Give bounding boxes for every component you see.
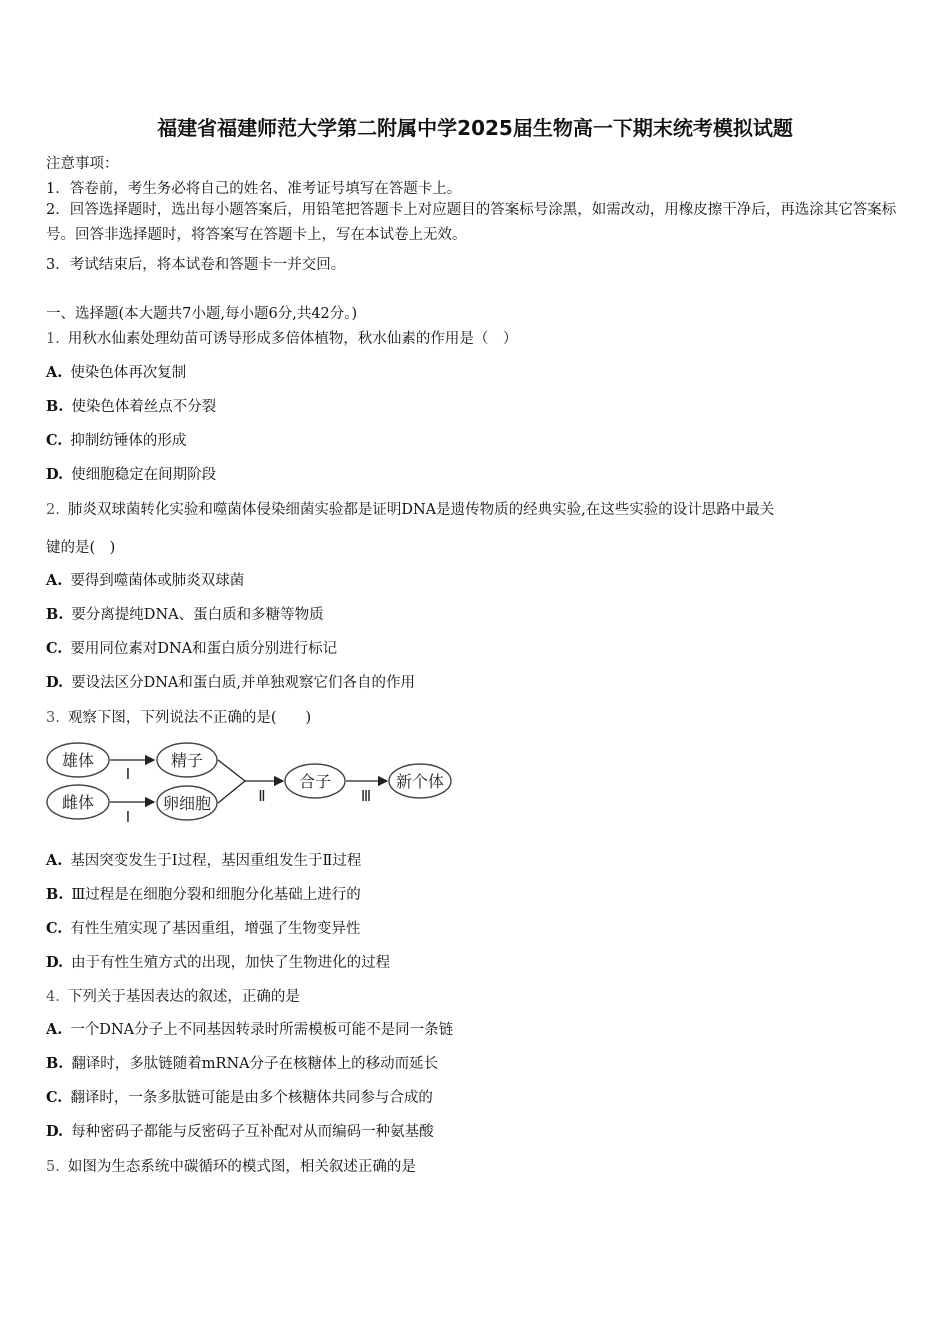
question-1 (46, 327, 517, 348)
option (46, 671, 415, 692)
notice-item: 2．回答选择题时，选出每小题答案后，用铅笔把答题卡上对应题目的答案标号涂黑，如需改动，用橡皮擦干净后，再选涂其它答案标号。回答非选择题时，将答案写在答题卡上，写在本试卷上无效。 (46, 202, 897, 243)
sperm-label: 精子 (170, 751, 204, 770)
option (46, 395, 216, 416)
option (46, 361, 186, 382)
page-title: 福建省福建师范大学第二附属中学2025届生物高一下期末统考模拟试题 (157, 116, 793, 140)
zygote-label: 合子 (298, 772, 332, 791)
option-key: A. (46, 1021, 63, 1038)
notice-item: 3．考试结束后，将本试卷和答题卡一并交回。 (46, 257, 346, 273)
option (46, 1052, 438, 1073)
option (46, 637, 337, 658)
question-number: 3. (46, 710, 60, 726)
option (46, 1120, 434, 1141)
option-text: 使染色体再次复制 (70, 365, 187, 381)
option (46, 1018, 453, 1039)
option-key: A. (46, 364, 63, 381)
male-label: 雄体 (61, 751, 95, 770)
option-key: B. (46, 606, 64, 623)
option-text: 抑制纺锤体的形成 (70, 433, 187, 449)
question-4 (46, 985, 300, 1006)
option (46, 603, 324, 624)
option (46, 1086, 433, 1107)
option-text: 要分离提纯DNA、蛋白质和多糖等物质 (71, 607, 324, 623)
question-number: 2. (46, 502, 60, 518)
merge-bracket (218, 760, 245, 803)
option-text: 翻译时，一条多肽链可能是由多个核糖体共同参与合成的 (70, 1090, 433, 1106)
section-heading: 一、选择题(本大题共7小题,每小题6分,共42分。) (46, 306, 358, 322)
question-2 (46, 498, 774, 519)
option-key: C. (46, 920, 63, 937)
question-5 (46, 1155, 416, 1176)
female-label: 雌体 (61, 793, 95, 812)
option-key: A. (46, 572, 63, 589)
option (46, 951, 390, 972)
question-stem: 肺炎双球菌转化实验和噬菌体侵染细菌实验都是证明DNA是遗传物质的经典实验,在这些实验的设计思路中最关 (67, 502, 775, 518)
option-key: C. (46, 432, 63, 449)
step-label: Ⅲ (360, 787, 372, 805)
option-key: D. (46, 466, 64, 483)
option-text: 要用同位素对DNA和蛋白质分别进行标记 (70, 641, 338, 657)
option-key: A. (46, 852, 63, 869)
option-key: D. (46, 954, 64, 971)
step-label: Ⅰ (125, 808, 131, 826)
option-key: B. (46, 398, 64, 415)
option-key: D. (46, 674, 64, 691)
option-text: 使细胞稳定在间期阶段 (71, 467, 217, 483)
option-text: 翻译时，多肽链随着mRNA分子在核糖体上的移动而延长 (71, 1056, 439, 1072)
option-text: 基因突变发生于Ⅰ过程，基因重组发生于Ⅱ过程 (70, 853, 362, 869)
offspring-label: 新个体 (395, 772, 445, 791)
option-key: B. (46, 1055, 64, 1072)
option-key: D. (46, 1123, 64, 1140)
question-number: 1. (46, 331, 60, 347)
option-key: C. (46, 1089, 63, 1106)
question-number: 5. (46, 1159, 60, 1175)
option (46, 429, 186, 450)
option-text: 由于有性生殖方式的出现，加快了生物进化的过程 (71, 955, 391, 971)
question-stem: 如图为生态系统中碳循环的模式图，相关叙述正确的是 (67, 1159, 416, 1175)
option-text: 有性生殖实现了基因重组，增强了生物变异性 (70, 921, 361, 937)
option-text: 要设法区分DNA和蛋白质,并单独观察它们各自的作用 (71, 675, 416, 691)
option-text: 使染色体着丝点不分裂 (71, 399, 217, 415)
question-number: 4. (46, 989, 60, 1005)
question-stem: 下列关于基因表达的叙述，正确的是 (67, 989, 300, 1005)
step-label: Ⅰ (125, 765, 131, 783)
option (46, 463, 216, 484)
egg-label: 卵细胞 (162, 794, 212, 813)
option (46, 849, 361, 870)
notice-heading: 注意事项： (46, 156, 119, 172)
question-stem-cont: 键的是( ) (46, 540, 116, 556)
option (46, 917, 360, 938)
option-text: 每种密码子都能与反密码子互补配对从而编码一种氨基酸 (71, 1124, 434, 1140)
option-key: B. (46, 886, 64, 903)
option-key: C. (46, 640, 63, 657)
option-text: 一个DNA分子上不同基因转录时所需模板可能不是同一条链 (70, 1022, 454, 1038)
question-3 (46, 706, 311, 727)
option (46, 569, 244, 590)
option (46, 883, 361, 904)
option-text: Ⅲ过程是在细胞分裂和细胞分化基础上进行的 (71, 887, 361, 903)
step-label: Ⅱ (258, 787, 266, 805)
question-stem: 用秋水仙素处理幼苗可诱导形成多倍体植物，秋水仙素的作用是（ ） (67, 331, 518, 347)
question-stem: 观察下图，下列说法不正确的是( ) (67, 710, 312, 726)
notice-item: 1．答卷前，考生务必将自己的姓名、准考证号填写在答题卡上。 (46, 181, 462, 197)
reproduction-diagram (40, 736, 460, 831)
option-text: 要得到噬菌体或肺炎双球菌 (70, 573, 245, 589)
